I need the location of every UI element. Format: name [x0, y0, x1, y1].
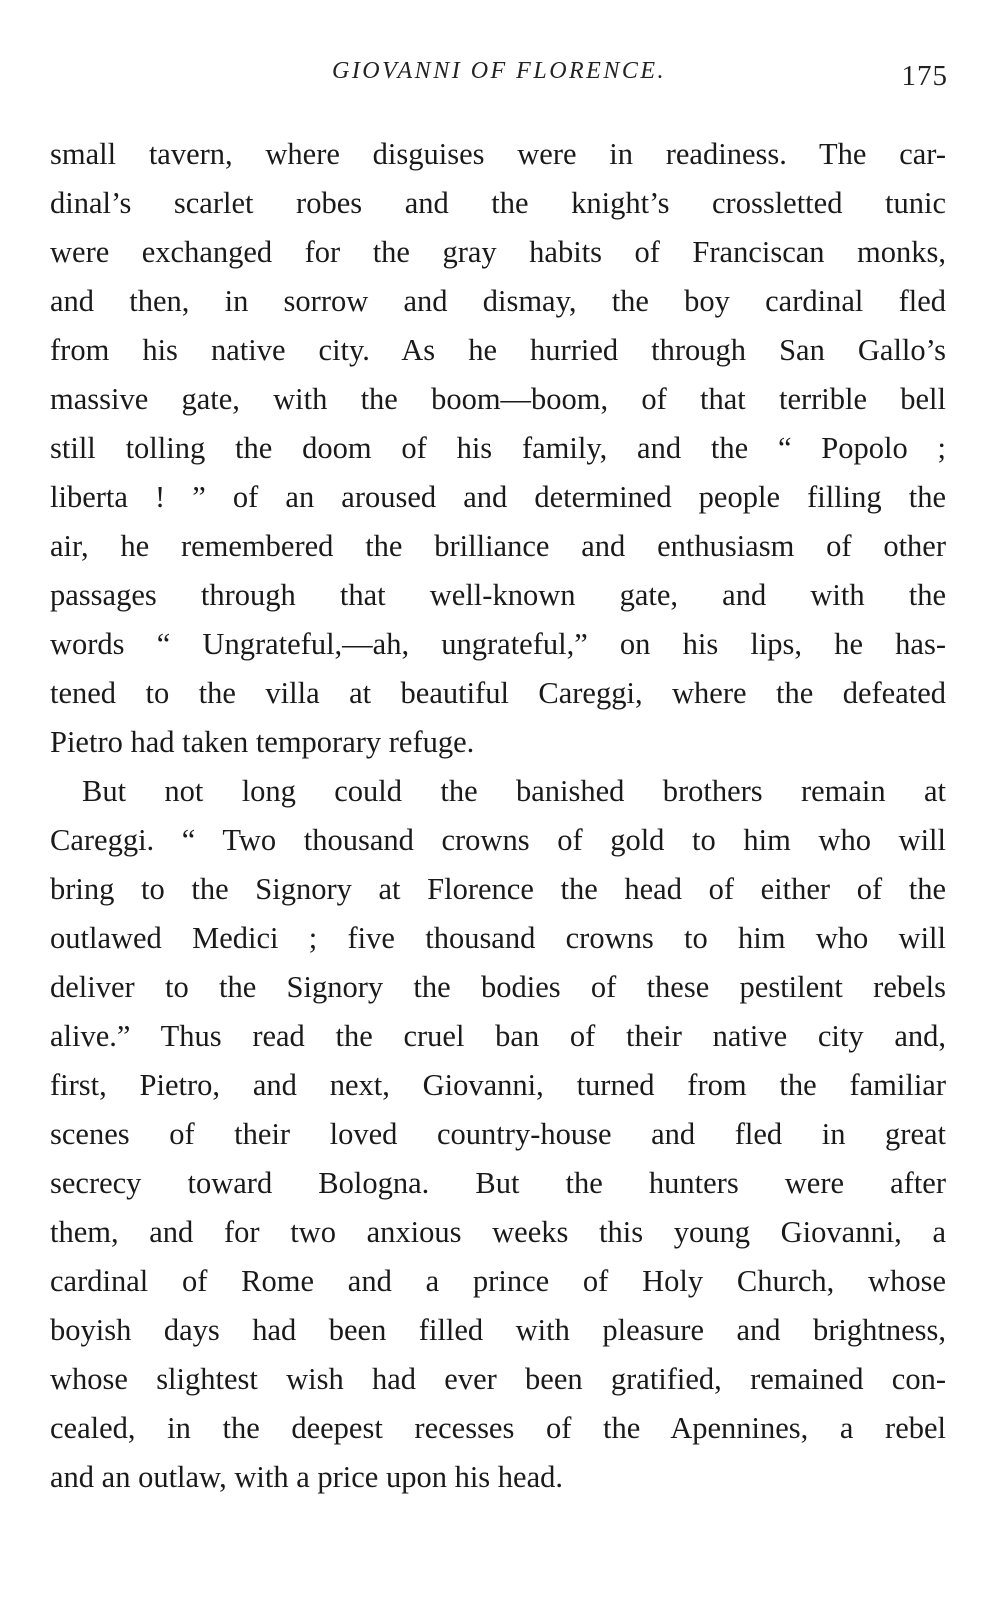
text-line: secrecy toward Bologna. But the hunters were after: [50, 1166, 946, 1200]
text-line: outlawed Medici ; five thousand crowns to him who will: [50, 921, 946, 955]
text-line: cealed, in the deepest recesses of the Apennines, a rebel: [50, 1411, 946, 1445]
text-line: air, he remembered the brilliance and enthusiasm of other: [50, 529, 946, 563]
text-line: alive.” Thus read the cruel ban of their native city and,: [50, 1019, 946, 1053]
text-line: cardinal of Rome and a prince of Holy Church, whose: [50, 1264, 946, 1298]
running-title: GIOVANNI OF FLORENCE.: [331, 58, 667, 84]
text-line: bring to the Signory at Florence the head of either of the: [50, 872, 946, 906]
text-line: first, Pietro, and next, Giovanni, turned from the familiar: [50, 1068, 946, 1102]
text-line: and then, in sorrow and dismay, the boy cardinal fled: [50, 284, 946, 318]
text-line: tened to the villa at beautiful Careggi, where the defeated: [50, 676, 946, 710]
text-line: deliver to the Signory the bodies of these pestilent rebels: [50, 970, 946, 1004]
text-line: dinal’s scarlet robes and the knight’s crossletted tunic: [50, 186, 946, 220]
page-header: [50, 58, 948, 98]
text-line: and an outlaw, with a price upon his head.: [50, 1460, 563, 1494]
text-line: liberta ! ” of an aroused and determined people filling the: [50, 480, 946, 514]
paragraph-1: [50, 130, 946, 767]
text-line: scenes of their loved country-house and fled in great: [50, 1117, 946, 1151]
text-line: them, and for two anxious weeks this young Giovanni, a: [50, 1215, 946, 1249]
text-line: were exchanged for the gray habits of Franciscan monks,: [50, 235, 946, 269]
text-line: whose slightest wish had ever been gratified, remained con-: [50, 1362, 946, 1396]
body-text: [50, 130, 946, 1502]
page-number: 175: [901, 60, 948, 92]
text-line: from his native city. As he hurried through San Gallo’s: [50, 333, 946, 367]
paragraph-2: [50, 767, 946, 1502]
text-line: Pietro had taken temporary refuge.: [50, 725, 475, 759]
text-line: But not long could the banished brothers remain at: [82, 774, 946, 808]
text-line: massive gate, with the boom—boom, of that terrible bell: [50, 382, 946, 416]
text-line: still tolling the doom of his family, and the “ Popolo ;: [50, 431, 946, 465]
text-line: boyish days had been filled with pleasure and brightness,: [50, 1313, 946, 1347]
text-line: passages through that well-known gate, and with the: [50, 578, 946, 612]
text-line: Careggi. “ Two thousand crowns of gold to him who will: [50, 823, 946, 857]
text-line: words “ Ungrateful,—ah, ungrateful,” on his lips, he has-: [50, 627, 946, 661]
text-line: small tavern, where disguises were in readiness. The car-: [50, 137, 946, 171]
